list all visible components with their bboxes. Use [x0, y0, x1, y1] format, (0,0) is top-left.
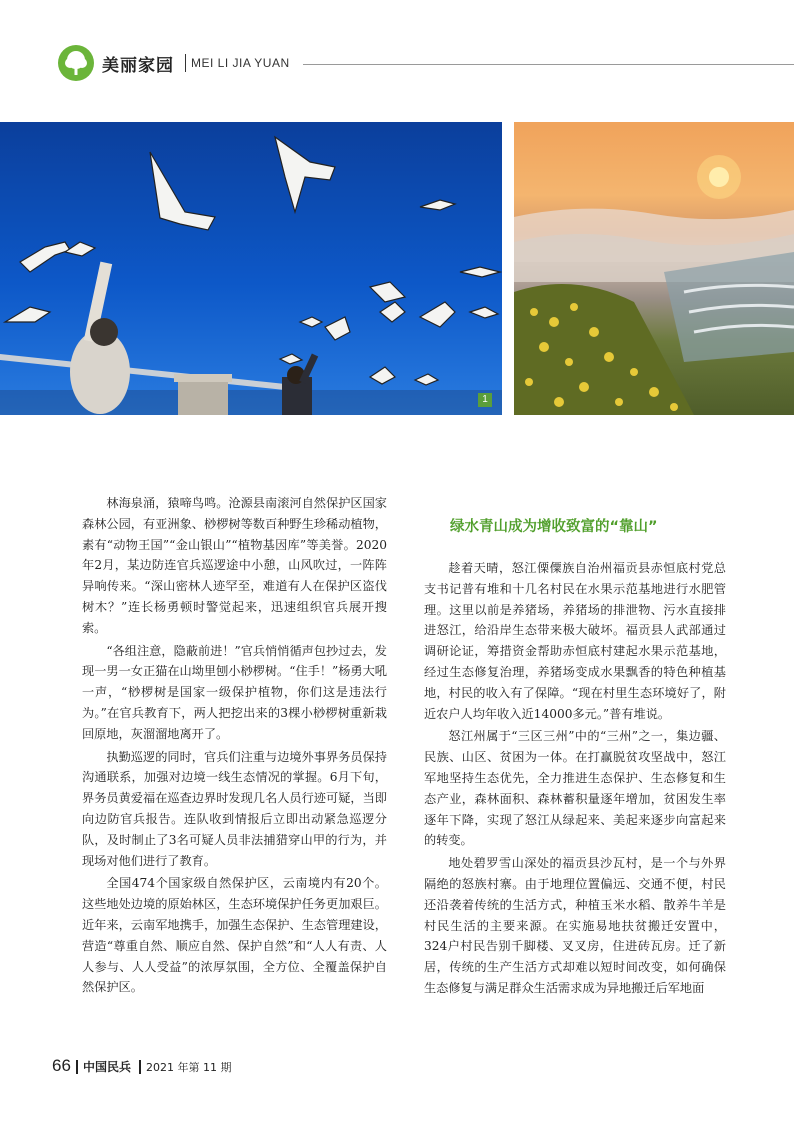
page-footer — [52, 1056, 352, 1076]
sunrise-illustration — [514, 122, 794, 415]
paragraph: 林海泉涌，猿啼鸟鸣。沧源县南滚河自然保护区国家森林公园，有亚洲象、桫椤树等数百种野生珍稀动植物，素有“动物王国”“金山银山”“植物基因库”等美誉。2020年2月，某边防连官兵巡逻途中小憩，山风吹过，一阵阵异响传来。“深山密林人迹罕至，难道有人在保护区盗伐树木？”连长杨勇顿时警觉起来，迅速组织官兵展开搜索。 — [82, 496, 387, 635]
paragraph: “各组注意，隐蔽前进！”官兵悄悄循声包抄过去，发现一男一女正猫在山坳里刨小桫椤树。“住手！”杨勇大吼一声，“桫椤树是国家一级保护植物，你们这是违法行为。”在官兵教育下，两人把挖出来的3棵小桫椤树重新栽回原地，灰溜溜地离开了。 — [82, 643, 387, 741]
magazine-name: 中国民兵 — [83, 1060, 132, 1074]
sunrise-terraces-photo — [514, 122, 794, 415]
article-left-column — [82, 493, 387, 1000]
paragraph: 执勤巡逻的同时，官兵们注重与边境外事界务员保持沟通联系，加强对边境一线生态情况的掌握。6月下旬，界务员黄爱福在巡查边界时发现几名人员行迹可疑，当即向边防官兵报告。连队收到情报后立即出动紧急巡逻分队，及时制止了3名可疑人员非法捕猎穿山甲的行为，并现场对他们进行了教育。 — [82, 749, 387, 868]
paragraph: 全国474个国家级自然保护区，云南境内有20个。这些地处边境的原始林区，生态环境保护任务更加艰巨。近年来，云南军地携手，加强生态保护、生态管理建设，营造“尊重自然、顺应自然、保护自然”和“人人有责、人人参与、人人受益”的浓厚氛围，全方位、全覆盖保护自然保护区。 — [82, 876, 387, 995]
seagulls-illustration — [0, 122, 502, 415]
paragraph: 怒江州属于“三区三州”中的“三州”之一，集边疆、民族、山区、贫困为一体。在打赢脱贫攻坚战中，怒江军地坚持生态优先，全力推进生态保护、生态修复和生态产业，森林面积、森林蓄积量逐年增加，贫困发生率逐年下降，实现了怒江从绿起来、美起来逐步向富起来的转变。 — [424, 729, 726, 848]
tree-logo-icon — [58, 45, 94, 81]
issue-label: 2021 年第 11 期 — [146, 1061, 232, 1074]
section-subheading: 绿水青山成为增收致富的“靠山” — [450, 519, 658, 535]
paragraph: 地处碧罗雪山深处的福贡县沙瓦村，是一个与外界隔绝的怒族村寨。由于地理位置偏远、交通不便，村民还沿袭着传统的生活方式，种植玉米水稻、散养牛羊是村民生活的主要来源。在实施易地扶贫搬迁安置中，324户村民告别千脚楼、叉叉房，住进砖瓦房。迁了新居，传统的生产生活方式却难以短时间改变，如何确保生态修复与满足群众生活需求成为异地搬迁后军地面 — [424, 856, 726, 995]
page-number: 66 — [52, 1056, 71, 1075]
section-subtitle: MEI LI JIA YUAN — [191, 56, 290, 70]
header-rule — [303, 64, 794, 65]
section-title: 美丽家园 — [102, 56, 174, 76]
footer-divider — [139, 1060, 141, 1074]
section-header — [58, 45, 794, 85]
header-divider — [185, 54, 186, 72]
seagulls-photo — [0, 122, 502, 415]
article-right-column — [424, 558, 726, 1001]
footer-divider — [76, 1060, 78, 1074]
photo-number-badge: 1 — [478, 393, 492, 407]
paragraph: 趁着天晴，怒江傈僳族自治州福贡县赤恒底村党总支书记普有堆和十几名村民在水果示范基地进行水肥管理。这里以前是养猪场，养猪场的排泄物、污水直接排进怒江，给沿岸生态带来极大破坏。福贡县人武部通过调研论证，筹措资金帮助赤恒底村建起水果示范基地，经过生态修复治理，养猪场变成水果飘香的特色种植基地，村民的收入有了保障。“现在村里生态环境好了，附近农户人均年收入近14000多元。”普有堆说。 — [424, 561, 726, 721]
